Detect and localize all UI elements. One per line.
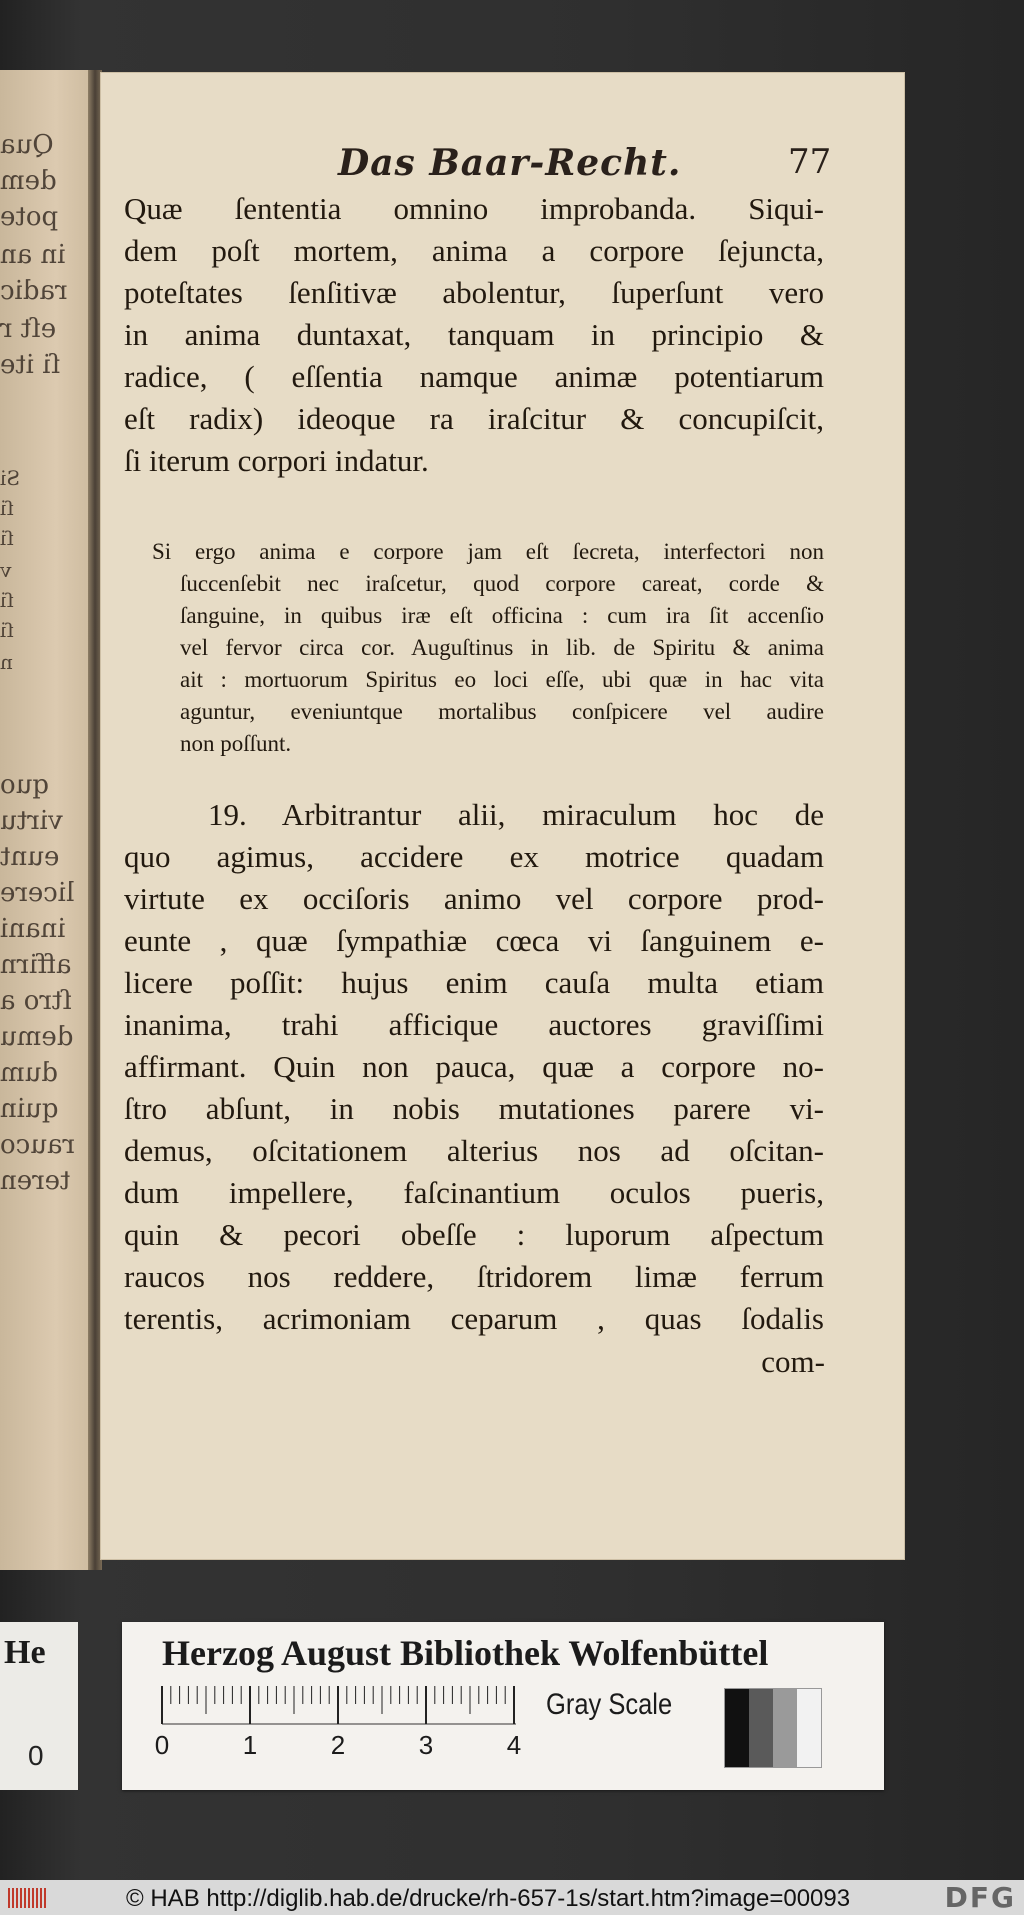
running-head: Das Baar-Recht.: [338, 142, 682, 184]
catchword: com-: [761, 1344, 825, 1379]
note-line: ſuccenſebit nec iraſcetur, quod corpore careat, corde &: [180, 571, 824, 596]
left-page-fragment: teren: [0, 1166, 71, 1196]
left-page-fragment: Si: [0, 466, 21, 490]
ruler-number: 1: [242, 1730, 258, 1760]
book-page: [100, 72, 905, 1560]
text-line: raucos nos reddere, ſtridorem limæ ferrum: [124, 1259, 824, 1294]
left-page-fragment: pote: [0, 202, 59, 232]
ruler-number: 3: [418, 1730, 434, 1760]
left-page-fragment: v: [0, 558, 12, 582]
note-line: Si ergo anima e corpore jam eſt ſecreta, interfectori non: [152, 539, 824, 564]
left-page-fragment: virtu: [0, 806, 63, 836]
text-line: poteſtates ſenſitivæ abolentur, ſuperſunt vero: [124, 275, 824, 310]
left-page-fragment: n: [0, 650, 13, 674]
gray-scale-label: Gray Scale: [546, 1688, 673, 1721]
footer-source-link[interactable]: © HAB http://diglib.hab.de/drucke/rh-657-1s/start.htm?image=00093: [126, 1885, 851, 1912]
text-line: eſt radix) ideoque ra iraſcitur & concupiſcit,: [124, 401, 824, 436]
left-page-fragment: ſi: [0, 496, 14, 520]
text-line: quo agimus, accidere ex motrice quadam: [124, 839, 824, 874]
text-line: demus, oſcitationem alterius nos ad oſcitan-: [124, 1133, 824, 1168]
text-line: affirmant. Quin non pauca, quæ a corpore no-: [124, 1049, 824, 1084]
note-line: ait : mortuorum Spiritus eo loci eſſe, ubi quæ in hac vita: [180, 667, 824, 692]
left-page-fragment: affirn: [0, 950, 72, 980]
paragraph-2: [124, 794, 824, 1340]
left-page-fragment: demu: [0, 1022, 74, 1052]
left-page-fragment: eſt r: [0, 314, 57, 344]
page-number: 77: [788, 142, 832, 182]
text-line: dum impellere, faſcinantium oculos pueris,: [124, 1175, 824, 1210]
text-line: dem poſt mortem, anima a corpore ſejuncta,: [124, 233, 824, 268]
previous-page-edge: [0, 70, 93, 1570]
ruler-scale: [154, 1684, 530, 1760]
color-card-fragment: [0, 1622, 78, 1790]
gray-scale-swatches: [724, 1688, 822, 1768]
gray-swatch: [773, 1689, 797, 1767]
left-page-fragment: rauco: [0, 1130, 75, 1160]
left-page-fragment: licere: [0, 878, 75, 908]
hab-logo-icon: [6, 1885, 48, 1911]
dfg-logo: DFG: [944, 1881, 1016, 1914]
left-page-fragment: ſi: [0, 526, 14, 550]
note-line: aguntur, eveniuntque mortalibus conſpicere vel audire: [180, 699, 824, 724]
left-page-fragment: Qua: [0, 130, 54, 160]
text-line: quin & pecori obeſſe : luporum aſpectum: [124, 1217, 824, 1252]
paragraph-1: [124, 188, 824, 482]
text-line: 19. Arbitrantur alii, miraculum hoc de: [208, 797, 824, 832]
left-page-fragment: in an: [0, 240, 66, 270]
text-line: ſtro abſunt, in nobis mutationes parere vi-: [124, 1091, 824, 1126]
gray-swatch: [797, 1689, 821, 1767]
left-page-fragment: radic: [0, 276, 68, 306]
text-line: terentis, acrimoniam ceparum , quas ſodalis: [124, 1301, 824, 1336]
gray-swatch: [749, 1689, 773, 1767]
text-line: virtute ex occiſoris animo vel corpore prod-: [124, 881, 824, 916]
text-line: licere poſſit: hujus enim cauſa multa etiam: [124, 965, 824, 1000]
text-line: ſi iterum corpori indatur.: [124, 443, 429, 478]
note-line: vel fervor circa cor. Auguſtinus in lib. de Spiritu & anima: [180, 635, 824, 660]
ruler-number: 0: [154, 1730, 170, 1760]
left-page-fragment: ſi: [0, 588, 14, 612]
footer-bar: [0, 1880, 1024, 1915]
left-page-fragment: ſi ite: [0, 350, 61, 380]
note-line: non poſſunt.: [180, 731, 292, 756]
text-line: radice, ( eſſentia namque animæ potentiarum: [124, 359, 824, 394]
color-reference-card: [122, 1622, 884, 1790]
left-page-fragment: inani: [0, 914, 66, 944]
left-page-fragment: eunt: [0, 842, 60, 872]
left-page-fragment: quin: [0, 1094, 59, 1124]
text-line: Quæ ſententia omnino improbanda. Siqui-: [124, 191, 824, 226]
card-title: Herzog August Bibliothek Wolfenbüttel: [162, 1633, 769, 1673]
gray-swatch: [725, 1689, 749, 1767]
left-page-fragment: dem: [0, 166, 57, 196]
left-page-fragment: ſtro a: [0, 986, 72, 1016]
footnote-block: [152, 536, 824, 760]
text-line: eunte , quæ ſympathiæ cœca vi ſanguinem e-: [124, 923, 824, 958]
note-line: ſanguine, in quibus iræ eſt officina : cum ira ſit accenſio: [180, 603, 824, 628]
left-page-fragment: dum: [0, 1058, 59, 1088]
ruler-number: 4: [506, 1730, 522, 1760]
left-page-fragment: quo: [0, 770, 50, 800]
card-fragment-number: 0: [28, 1740, 44, 1771]
ruler-number: 2: [330, 1730, 346, 1760]
text-line: in anima duntaxat, tanquam in principio &: [124, 317, 824, 352]
left-page-fragment: ſi: [0, 618, 14, 642]
card-fragment-title: He: [4, 1634, 46, 1671]
text-line: inanima, trahi afficique auctores graviſſimi: [124, 1007, 824, 1042]
